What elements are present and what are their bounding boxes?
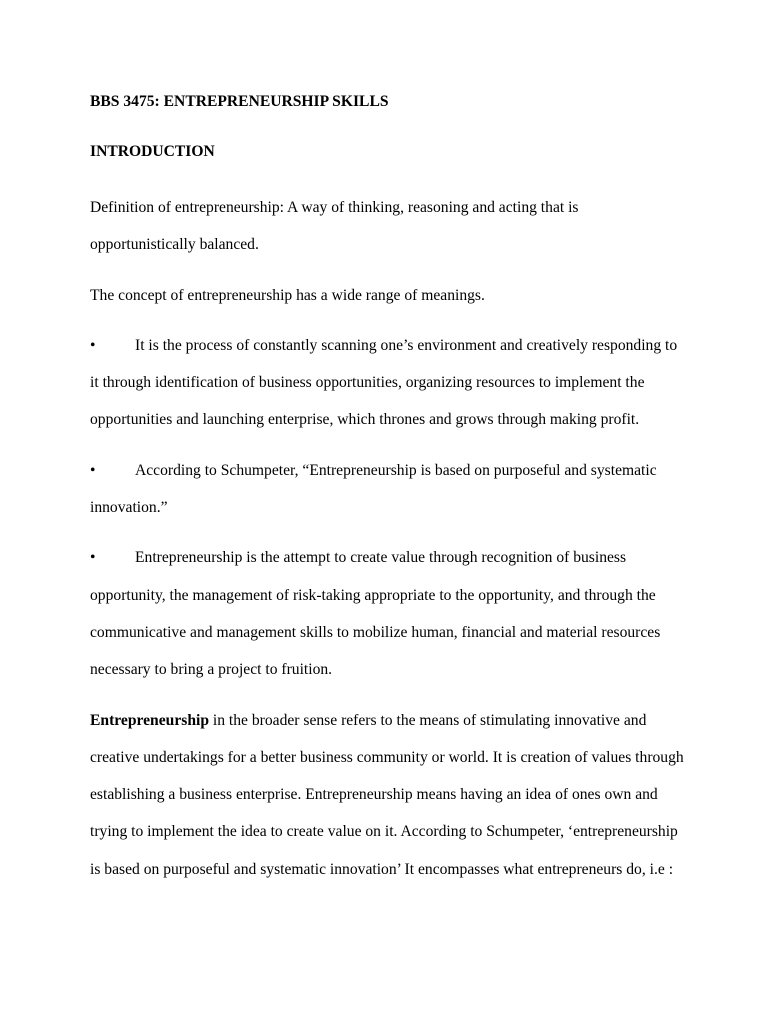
bullet-text: It is the process of constantly scanning one’s environment and creatively responding to it through identification of business opportunities, organizing resources to implement the opportunities and launching enterprise, which thrones and grows through making profit. — [90, 336, 678, 429]
bullet-icon: • — [90, 549, 96, 567]
bullet-icon: • — [90, 336, 96, 354]
section-heading: INTRODUCTION — [90, 143, 215, 160]
bullet-text: According to Schumpeter, “Entrepreneurship is based on purposeful and systematic innovation.” — [90, 461, 657, 517]
bullet-icon: • — [90, 461, 96, 479]
concept-intro-paragraph: The concept of entrepreneurship has a wide range of meanings. — [90, 286, 485, 304]
bullet-item-1 — [90, 327, 688, 439]
document-body — [90, 89, 688, 901]
definition-paragraph: Definition of entrepreneurship: A way of thinking, reasoning and acting that is opportunistically balanced. — [90, 199, 579, 254]
bullet-item-3 — [90, 539, 688, 688]
broader-sense-text: in the broader sense refers to the means of stimulating innovative and creative undertakings for a better business community or world. It is creation of values through establishing a business enterprise. Entrepreneurship means having an idea of ones own and trying to implement the idea to create value on it. According to Schumpeter, ‘entrepreneurship is based on purposeful and systematic innovation’ It encompasses what entrepreneurs do, i.e : — [90, 711, 684, 878]
entrepreneurship-term: Entrepreneurship — [90, 711, 209, 729]
broader-sense-paragraph — [90, 702, 688, 888]
bullet-text: Entrepreneurship is the attempt to create value through recognition of business opportunity, the management of risk-taking appropriate to the opportunity, and through the communicative and management skills to mobilize human, financial and material resources necessary to bring a project to fruition. — [90, 549, 661, 679]
bullet-item-2 — [90, 452, 688, 527]
course-title: BBS 3475: ENTREPRENEURSHIP SKILLS — [90, 93, 389, 110]
